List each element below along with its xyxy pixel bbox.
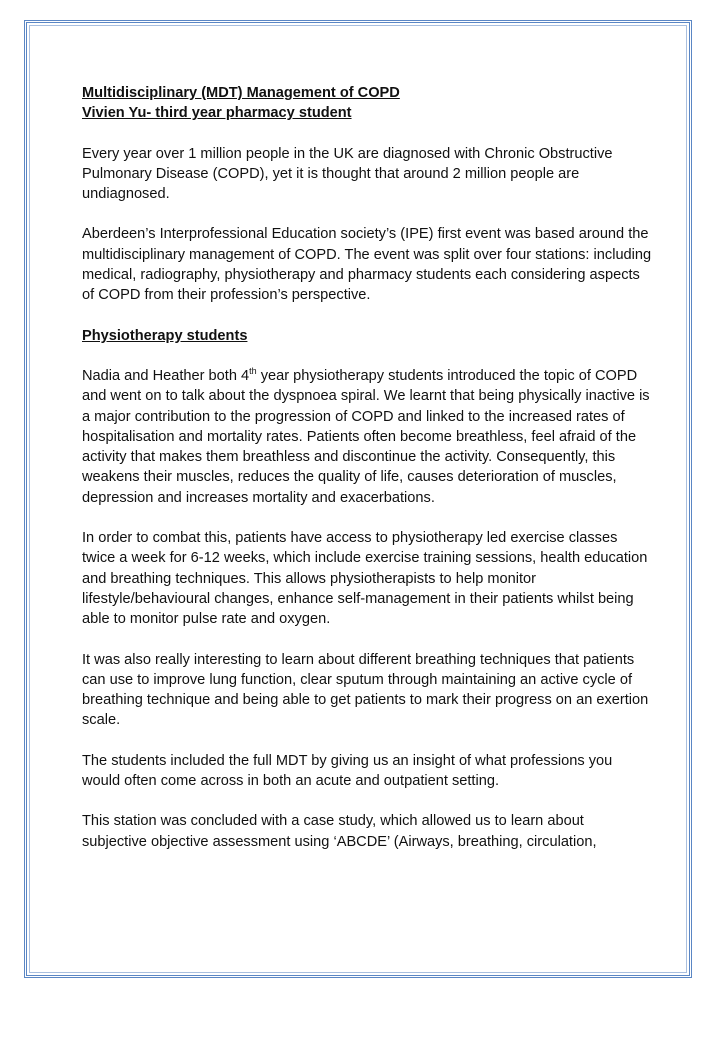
document-title: Multidisciplinary (MDT) Management of COPD bbox=[82, 85, 400, 101]
paragraph-intro: Every year over 1 million people in the UK are diagnosed with Chronic Obstructive Pulmonary Disease (COPD), yet it is thought that around 2 million people are undiagnosed. bbox=[82, 145, 613, 203]
paragraph-breathing-techniques: It was also really interesting to learn about different breathing techniques that patients can use to improve lung function, clear sputum through maintaining an active cycle of breathing technique and being able to get patients to mark their progress on an exertion scale. bbox=[82, 651, 649, 729]
paragraph-physio-intro bbox=[82, 366, 652, 508]
ordinal-suffix: th bbox=[249, 366, 257, 377]
paragraph-case-study: This station was concluded with a case study, which allowed us to learn about subjective objective assessment using ‘ABCDE’ (Airways, breathing, circulation, bbox=[82, 813, 597, 850]
document-body bbox=[82, 83, 652, 852]
author-line: Vivien Yu- third year pharmacy student bbox=[82, 105, 352, 122]
physio-intro-before: Nadia and Heather both 4 bbox=[82, 367, 250, 384]
paragraph-ipe-event: Aberdeen’s Interprofessional Education society’s (IPE) first event was based around the multidisciplinary management of COPD. The event was split over four stations: including medical, radiography, physiotherapy and pharmacy students each considering aspects of COPD from their profession’s perspective. bbox=[82, 226, 652, 304]
physio-intro-after: year physiotherapy students introduced the topic of COPD and went on to talk about the dyspnoea spiral. We learnt that being physically inactive is a major contribution to the progression of COPD and linked to the increased rates of hospitalisation and mortality rates. Patients often become breathless, feel afraid of the activity that makes them breathless and discontinue the activity. Consequently, this weakens their muscles, reduces the quality of life, causes deterioration of muscles, depression and increases mortality and exacerbations. bbox=[82, 367, 650, 506]
paragraph-full-mdt: The students included the full MDT by giving us an insight of what professions you would often come across in both an acute and outpatient setting. bbox=[82, 752, 613, 790]
paragraph-exercise-classes: In order to combat this, patients have access to physiotherapy led exercise classes twice a week for 6-12 weeks, which include exercise training sessions, health education and breathing techniques. This allows physiotherapists to help monitor lifestyle/behavioural changes, enhance self-management in their patients whilst being able to monitor pulse rate and oxygen. bbox=[82, 530, 648, 628]
section-title-physiotherapy: Physiotherapy students bbox=[82, 327, 248, 344]
